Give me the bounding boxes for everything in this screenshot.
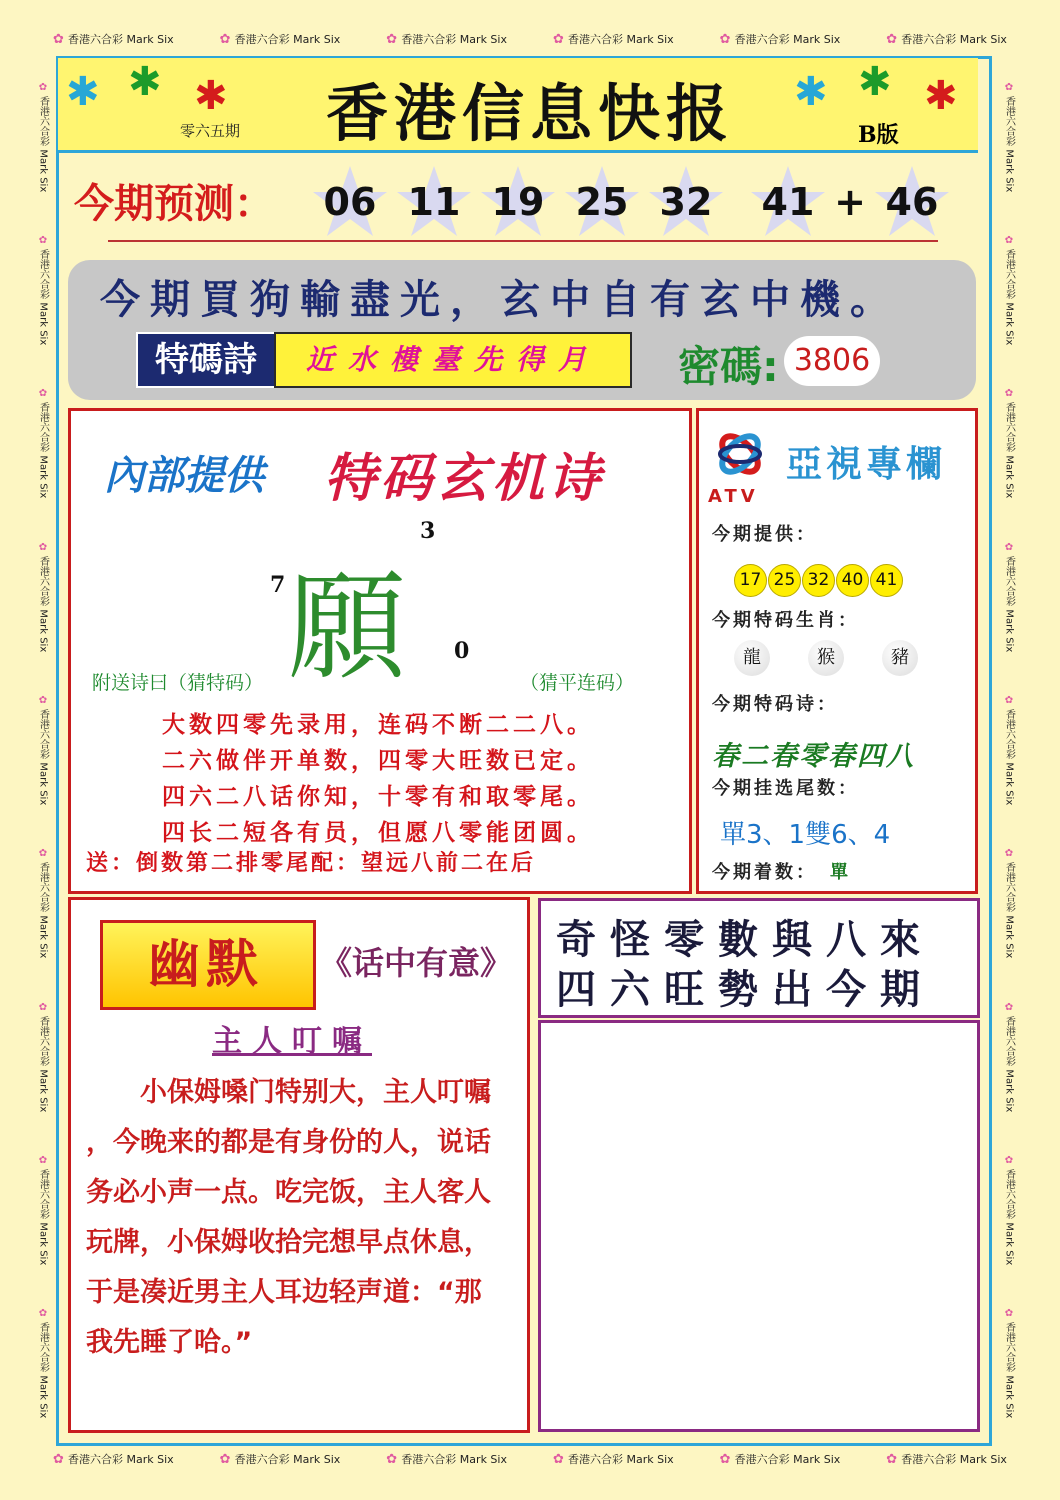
border-label: ✿ 香港六合彩 Mark Six	[36, 82, 51, 192]
asterisk-icon: ✱	[66, 69, 100, 115]
riddle-number-right: 0	[454, 638, 470, 664]
story-line: ，今晚来的都是有身份的人，说话	[86, 1127, 491, 1158]
number-ball: 25	[768, 564, 801, 597]
note-right: （猜平连码）	[520, 672, 635, 694]
verse-line: 四六二八话你知，十零有和取零尾。	[162, 784, 594, 810]
page-title: 香港信息快报	[325, 77, 734, 150]
riddle-number-top: 3	[420, 518, 436, 544]
story-title: 主人叮嘱	[212, 1024, 372, 1059]
left-border-strip	[30, 60, 56, 1440]
asterisk-icon: ✱	[794, 69, 828, 115]
plus-sign: +	[834, 180, 866, 224]
asterisk-icon: ✱	[924, 73, 958, 119]
border-label: ✿ 香港六合彩 Mark Six	[386, 31, 507, 47]
humor-subtitle: 《话中有意》	[320, 944, 513, 982]
zodiac-badge: 豬	[882, 640, 918, 676]
humor-badge-text: 幽默	[147, 935, 264, 995]
special-poem-text: 近水樓臺先得月	[274, 332, 632, 388]
border-label: ✿ 香港六合彩 Mark Six	[36, 235, 51, 345]
border-label: ✿ 香港六合彩 Mark Six	[720, 31, 841, 47]
story-line: 于是凑近男主人耳边轻声道：“那	[86, 1277, 482, 1308]
border-label: ✿ 香港六合彩 Mark Six	[220, 31, 341, 47]
weird-line: 奇怪零數與八來	[556, 916, 934, 963]
slogan-text: 今期買狗輸盡光，玄中自有玄中機。	[100, 277, 900, 323]
divider-line	[108, 240, 938, 242]
extra-hint: 送：倒数第二排零尾配：望远八前二在后	[86, 851, 537, 876]
border-label: ✿ 香港六合彩 Mark Six	[53, 1451, 174, 1467]
zodiac-badge: 猴	[808, 640, 844, 676]
special-poem-label-atv: 今期特码诗：	[712, 694, 838, 715]
border-label: ✿ 香港六合彩 Mark Six	[36, 848, 51, 958]
asterisk-icon: ✱	[128, 59, 162, 105]
number-ball: 41	[870, 564, 903, 597]
odd-value: 單	[830, 862, 851, 883]
prediction-number: 19	[480, 164, 556, 240]
bottom-border-strip	[30, 1446, 1030, 1472]
border-label: ✿ 香港六合彩 Mark Six	[36, 1002, 51, 1112]
tail-numbers: 單3、1雙6、4	[720, 820, 891, 850]
prediction-number: 32	[648, 164, 724, 240]
atv-logo	[706, 430, 774, 484]
prediction-label: 今期预测：	[74, 181, 274, 227]
verse-line: 大数四零先录用，连码不断二二八。	[162, 712, 594, 738]
atv-column-title: 亞視專欄	[786, 443, 947, 485]
border-label: ✿ 香港六合彩 Mark Six	[1002, 1002, 1017, 1112]
story-line: 务必小声一点。吃完饭，主人客人	[86, 1177, 491, 1208]
story-line: 小保姆嗓门特别大，主人叮嘱	[86, 1077, 491, 1108]
border-label: ✿ 香港六合彩 Mark Six	[36, 695, 51, 805]
border-label: ✿ 香港六合彩 Mark Six	[553, 1451, 674, 1467]
border-label: ✿ 香港六合彩 Mark Six	[36, 1308, 51, 1418]
number-ball: 17	[734, 564, 767, 597]
border-label: ✿ 香港六合彩 Mark Six	[1002, 1155, 1017, 1265]
provide-label: 今期提供：	[712, 524, 817, 545]
tail-label: 今期挂选尾数：	[712, 778, 859, 799]
blank-panel	[538, 1020, 980, 1432]
asterisk-icon: ✱	[858, 59, 892, 105]
border-label: ✿ 香港六合彩 Mark Six	[886, 31, 1007, 47]
prediction-number: 25	[564, 164, 640, 240]
atv-logo-text: ATV	[708, 486, 759, 507]
special-poem-label: 特碼詩	[136, 332, 276, 388]
zodiac-label: 今期特码生肖：	[712, 610, 859, 631]
number-ball: 40	[836, 564, 869, 597]
secret-poem-title: 特码玄机诗	[324, 449, 605, 509]
prediction-number: 11	[396, 164, 472, 240]
number-ball: 32	[802, 564, 835, 597]
password-value: 3806	[784, 336, 880, 386]
border-label: ✿ 香港六合彩 Mark Six	[1002, 695, 1017, 805]
border-label: ✿ 香港六合彩 Mark Six	[1002, 1308, 1017, 1418]
border-label: ✿ 香港六合彩 Mark Six	[53, 31, 174, 47]
special-poem-atv: 春二春零春四八	[712, 741, 915, 772]
edition-label: B版	[858, 122, 899, 148]
border-label: ✿ 香港六合彩 Mark Six	[1002, 848, 1017, 958]
prediction-number: 41	[750, 164, 826, 240]
border-label: ✿ 香港六合彩 Mark Six	[1002, 388, 1017, 498]
riddle-character: 願	[288, 558, 407, 696]
story-line: 玩牌，小保姆收拾完想早点休息，	[86, 1227, 491, 1258]
border-label: ✿ 香港六合彩 Mark Six	[36, 1155, 51, 1265]
note-left: 附送诗曰（猜特码）	[92, 672, 264, 694]
border-label: ✿ 香港六合彩 Mark Six	[720, 1451, 841, 1467]
right-border-strip	[996, 60, 1022, 1440]
border-label: ✿ 香港六合彩 Mark Six	[886, 1451, 1007, 1467]
asterisk-icon: ✱	[194, 73, 228, 119]
special-number: 46	[874, 164, 950, 240]
weird-line: 四六旺勢出今期	[556, 966, 934, 1013]
verse-line: 二六做伴开单数，四零大旺数已定。	[162, 748, 594, 774]
provider-label: 內部提供	[104, 453, 264, 499]
border-label: ✿ 香港六合彩 Mark Six	[1002, 542, 1017, 652]
riddle-number-left: 7	[270, 572, 286, 598]
verse-line: 四长二短各有员，但愿八零能团圆。	[162, 820, 594, 846]
border-label: ✿ 香港六合彩 Mark Six	[36, 388, 51, 498]
zodiac-badge: 龍	[734, 640, 770, 676]
border-label: ✿ 香港六合彩 Mark Six	[1002, 235, 1017, 345]
prediction-number: 06	[312, 164, 388, 240]
border-label: ✿ 香港六合彩 Mark Six	[386, 1451, 507, 1467]
border-label: ✿ 香港六合彩 Mark Six	[220, 1451, 341, 1467]
story-line: 我先睡了哈。”	[86, 1327, 253, 1358]
border-label: ✿ 香港六合彩 Mark Six	[553, 31, 674, 47]
border-label: ✿ 香港六合彩 Mark Six	[1002, 82, 1017, 192]
password-label: 密碼:	[678, 342, 779, 391]
top-border-strip	[30, 26, 1030, 52]
issue-number: 零六五期	[180, 122, 241, 140]
border-label: ✿ 香港六合彩 Mark Six	[36, 542, 51, 652]
odd-label: 今期着数：	[712, 862, 817, 883]
